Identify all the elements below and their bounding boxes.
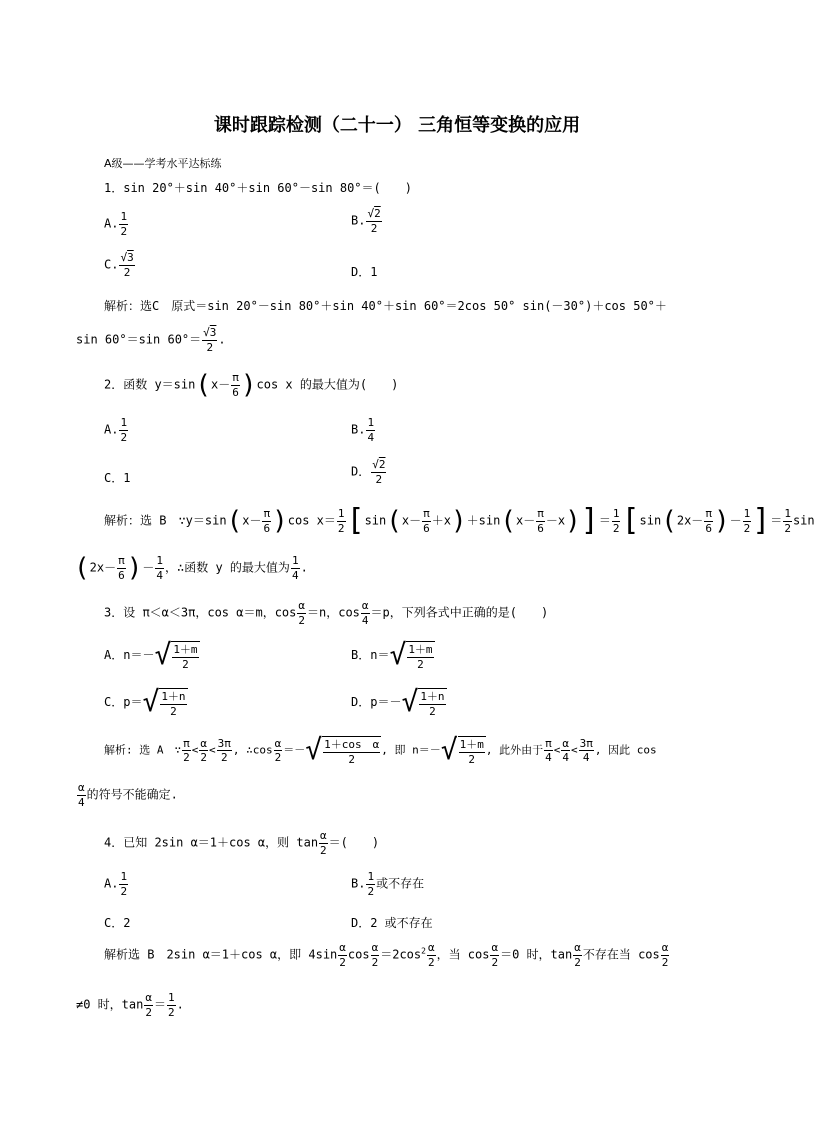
bracket-close: ] xyxy=(580,503,599,538)
fraction xyxy=(172,644,198,670)
q2-option-d xyxy=(351,459,387,485)
den: 2 xyxy=(145,1005,152,1019)
num: 1＋cos α xyxy=(324,738,380,751)
den: 6 xyxy=(118,568,125,582)
den: 2 xyxy=(320,843,327,857)
label: B. xyxy=(351,422,366,437)
bracket-open: [ xyxy=(346,503,365,538)
num: α xyxy=(78,781,85,794)
pi-over-6 xyxy=(117,555,126,581)
num: 1 xyxy=(156,554,164,567)
text: x－ xyxy=(242,513,262,528)
num: 1 xyxy=(743,506,751,520)
den: 2 xyxy=(417,657,424,671)
section-heading: A级——学考水平达标练 xyxy=(104,157,222,170)
text: sin xyxy=(792,513,815,528)
text: 解析选 B 2sin α＝1＋cos α，即 4sin xyxy=(104,947,338,962)
text: ＋sin xyxy=(466,513,501,528)
num: 1 xyxy=(168,991,175,1004)
num: 1 xyxy=(120,210,128,223)
quarter xyxy=(155,555,164,581)
sqrt-icon: √ xyxy=(154,638,172,671)
text: , 因此 cos xyxy=(594,743,657,757)
sqrt xyxy=(154,638,199,671)
three-pi-over-2 xyxy=(217,738,232,764)
num: α xyxy=(145,991,152,1004)
fraction xyxy=(160,691,186,717)
num: 1 xyxy=(337,506,345,520)
q4-solution-line1 xyxy=(104,942,670,968)
den: 2 xyxy=(661,955,669,969)
num: α xyxy=(320,829,327,842)
text: ＝ xyxy=(770,513,783,528)
alpha-over-2 xyxy=(144,992,153,1018)
num: π xyxy=(537,506,544,520)
text: x－ xyxy=(401,513,422,528)
text: ＝p，下列各式中正确的是( ) xyxy=(370,605,549,620)
text: － xyxy=(142,560,155,575)
text: －x xyxy=(545,513,566,528)
q2-option-b xyxy=(351,417,376,443)
den: 2 xyxy=(574,955,581,969)
den: 2 xyxy=(182,657,189,671)
text: ＝ xyxy=(153,997,166,1012)
alpha-over-2 xyxy=(573,942,582,968)
den: 2 xyxy=(123,265,131,279)
den: 2 xyxy=(168,1005,175,1019)
fraction xyxy=(366,417,375,443)
den: 2 xyxy=(206,340,214,354)
den: 4 xyxy=(78,795,85,809)
num: α xyxy=(200,736,207,750)
fraction xyxy=(371,459,386,485)
label: B．n＝ xyxy=(351,648,390,663)
num: π xyxy=(705,506,712,520)
paren-close: ) xyxy=(240,370,257,401)
num: 1＋n xyxy=(420,690,445,703)
text: － xyxy=(729,513,742,528)
den: 6 xyxy=(537,521,544,535)
text: ＝( ) xyxy=(328,835,380,850)
text: x－ xyxy=(516,513,536,528)
text: ＝2cos xyxy=(380,947,422,962)
label: A. xyxy=(104,876,119,891)
text: 4．已知 2sin α＝1＋cos α，则 tan xyxy=(104,835,319,850)
half xyxy=(612,508,621,534)
text: ＝n，cos xyxy=(307,605,360,620)
pi-over-6 xyxy=(262,508,271,534)
q1-solution-line2 xyxy=(76,327,226,353)
text: 2．函数 y＝sin xyxy=(104,377,196,392)
q1-option-b xyxy=(351,208,383,234)
pi-over-6 xyxy=(231,372,240,398)
pi-over-6 xyxy=(704,508,713,534)
q2-option-a xyxy=(104,417,129,443)
q4-option-b xyxy=(351,871,424,897)
half xyxy=(783,508,792,534)
sqrt-icon: √ xyxy=(389,638,407,671)
den: 2 xyxy=(274,751,282,765)
bracket-close: ] xyxy=(752,503,771,538)
text: 2x－ xyxy=(676,513,704,528)
num: 3π xyxy=(579,736,593,750)
q2-stem xyxy=(104,370,399,401)
fraction xyxy=(366,871,375,897)
num: 3π xyxy=(217,736,231,750)
num xyxy=(119,252,134,266)
q3-stem xyxy=(104,600,548,626)
alpha-over-2 xyxy=(297,600,306,626)
lt: < xyxy=(553,743,561,757)
text: , 此外由于 xyxy=(485,743,544,757)
den: 2 xyxy=(468,752,476,766)
radicand xyxy=(406,641,434,670)
alpha-over-2 xyxy=(661,942,670,968)
den: 6 xyxy=(423,521,430,535)
num: 1＋n xyxy=(161,690,186,703)
num: π xyxy=(183,736,190,750)
sqrt-icon: √ xyxy=(401,685,419,718)
fraction xyxy=(119,417,128,443)
alpha-over-2 xyxy=(319,830,328,856)
sqrt xyxy=(401,685,446,718)
paren-close: ) xyxy=(272,506,288,536)
num: α xyxy=(661,941,669,954)
den: 2 xyxy=(348,752,355,766)
alpha-over-4 xyxy=(561,738,570,764)
den: 2 xyxy=(429,704,436,718)
paren-close: ) xyxy=(451,506,467,536)
label: B. xyxy=(351,876,366,891)
num: 1 xyxy=(367,870,375,883)
paren-open: ( xyxy=(226,506,243,536)
num: 1 xyxy=(120,870,128,883)
lt: < xyxy=(570,743,578,757)
num: 1 xyxy=(784,506,791,520)
num: α xyxy=(491,941,499,954)
num: α xyxy=(371,941,379,954)
sqrt xyxy=(389,638,434,671)
text: ≠0 时，tan xyxy=(76,997,144,1012)
text: sin 60°＝sin 60°＝ xyxy=(76,332,202,347)
num: α xyxy=(361,599,369,612)
q1-option-c xyxy=(104,252,136,278)
sqrt-icon: √ xyxy=(305,733,323,766)
sqrt xyxy=(142,685,187,718)
den: 2 xyxy=(337,521,345,535)
label: D． xyxy=(351,464,371,479)
q1-a-label: A. xyxy=(104,216,119,231)
text: ＝－ xyxy=(283,743,306,757)
text: sin xyxy=(364,513,387,528)
num: α xyxy=(427,941,435,954)
q1-option-a xyxy=(104,211,129,237)
alpha-over-2 xyxy=(427,942,436,968)
three-pi-over-4 xyxy=(579,738,594,764)
quarter xyxy=(291,555,300,581)
radicand xyxy=(418,688,446,717)
text: ＋x xyxy=(431,513,451,528)
period: . xyxy=(218,332,226,347)
den: 2 xyxy=(367,884,375,898)
q1-solution-line1: 解析：选C 原式＝sin 20°－sin 80°＋sin 40°＋sin 60°＝2cos 50° sin(－30°)＋cos 50°＋ xyxy=(104,299,667,313)
fraction xyxy=(202,327,217,353)
sqrt xyxy=(440,733,486,766)
den: 2 xyxy=(370,221,378,235)
bracket-open: [ xyxy=(621,503,640,538)
q2-solution-line1 xyxy=(104,503,815,538)
den: 2 xyxy=(120,430,128,444)
den: 4 xyxy=(367,430,375,444)
q1-option-d: D．1 xyxy=(351,265,378,279)
den: 2 xyxy=(339,955,346,969)
num xyxy=(371,459,386,473)
q1-a-fraction xyxy=(119,211,128,237)
text: 解析: 选 A ∵ xyxy=(104,743,182,757)
q4-solution-line2 xyxy=(76,992,184,1018)
q1-c-label: C. xyxy=(104,257,119,272)
q3-option-c xyxy=(104,685,188,718)
den: 2 xyxy=(200,751,207,765)
alpha-over-2 xyxy=(490,942,499,968)
q4-option-a xyxy=(104,871,129,897)
num: α xyxy=(298,599,305,612)
radicand xyxy=(322,736,381,765)
num: 1 xyxy=(612,506,620,520)
den: 2 xyxy=(120,884,128,898)
label: C．p＝ xyxy=(104,695,143,710)
den: 2 xyxy=(170,704,177,718)
label: A．n＝－ xyxy=(104,648,155,663)
q3-option-a xyxy=(104,638,200,671)
den: 2 xyxy=(371,955,379,969)
num: π xyxy=(232,371,239,384)
den: 4 xyxy=(291,568,299,582)
num: 1＋m xyxy=(408,643,433,656)
q1-c-fraction xyxy=(119,252,134,278)
alpha-over-4 xyxy=(361,600,370,626)
text: ，当 cos xyxy=(436,947,490,962)
q4-option-d: D．2 或不存在 xyxy=(351,916,433,930)
radicand: 3 xyxy=(127,251,134,264)
q1-stem: 1．sin 20°＋sin 40°＋sin 60°－sin 80°＝( ) xyxy=(104,181,412,195)
den: 2 xyxy=(612,521,620,535)
pi-over-4 xyxy=(544,738,553,764)
paren-close: ) xyxy=(565,506,581,536)
sqrt-icon: √ xyxy=(367,207,375,220)
den: 2 xyxy=(743,521,751,535)
radicand: 3 xyxy=(209,326,217,339)
half xyxy=(743,508,752,534)
text: cos x＝ xyxy=(287,513,336,528)
radicand: 2 xyxy=(378,458,386,471)
q4-stem xyxy=(104,830,379,856)
den: 2 xyxy=(120,224,128,238)
alpha-over-4 xyxy=(77,782,86,808)
half xyxy=(167,992,176,1018)
label: A. xyxy=(104,422,119,437)
radicand xyxy=(159,688,187,717)
text: , 即 n＝－ xyxy=(381,743,441,757)
den: 2 xyxy=(220,751,228,765)
q3-option-d xyxy=(351,685,447,718)
fraction xyxy=(119,871,128,897)
radicand xyxy=(458,736,486,765)
half xyxy=(337,508,346,534)
sqrt-icon: √ xyxy=(142,685,160,718)
text: 或不存在 xyxy=(376,876,425,891)
paren-close: ) xyxy=(713,506,730,536)
num xyxy=(202,327,217,341)
num: π xyxy=(545,736,552,750)
q3-solution-line2 xyxy=(76,782,178,808)
fraction xyxy=(407,644,433,670)
alpha-over-2 xyxy=(274,738,283,764)
num: α xyxy=(274,736,282,750)
q2-option-c: C．1 xyxy=(104,471,131,485)
den: 6 xyxy=(232,385,239,399)
pi-over-2 xyxy=(182,738,191,764)
num: 1＋m xyxy=(173,643,198,656)
paren-close: ) xyxy=(126,553,143,584)
den: 4 xyxy=(156,568,164,582)
sqrt-icon: √ xyxy=(203,326,210,339)
num xyxy=(366,208,381,222)
den: 2 xyxy=(375,472,383,486)
text: 的符号不能确定. xyxy=(86,787,178,802)
lt: < xyxy=(209,743,216,757)
num: 1＋m xyxy=(459,738,484,751)
num: α xyxy=(339,941,346,954)
fraction xyxy=(323,739,380,765)
text: , ∴cos xyxy=(232,743,273,757)
radicand: 2 xyxy=(374,207,381,220)
den: 6 xyxy=(263,521,271,535)
q1-b-label: B. xyxy=(351,213,366,228)
den: 2 xyxy=(491,955,499,969)
text: x－ xyxy=(211,377,231,392)
text: cos x 的最大值为( ) xyxy=(256,377,399,392)
text: 解析：选 B ∵y＝sin xyxy=(104,513,227,528)
den: 4 xyxy=(545,751,552,765)
paren-open: ( xyxy=(386,506,402,536)
q4-option-c: C．2 xyxy=(104,916,131,930)
den: 2 xyxy=(784,521,791,535)
sqrt-icon: √ xyxy=(440,733,458,766)
text: ＝ xyxy=(598,513,611,528)
num: 1 xyxy=(367,416,375,429)
q3-solution-line1 xyxy=(104,733,657,766)
sqrt-icon: √ xyxy=(372,458,379,471)
text: ＝0 时，tan xyxy=(500,947,573,962)
text: cos xyxy=(347,947,370,962)
alpha-over-2 xyxy=(371,942,380,968)
text: 3．设 π＜α＜3π，cos α＝m，cos xyxy=(104,605,297,620)
num: 1 xyxy=(120,416,128,429)
alpha-over-2 xyxy=(338,942,347,968)
q1-b-fraction xyxy=(366,208,381,234)
text: 不存在当 cos xyxy=(582,947,660,962)
den: 2 xyxy=(427,955,435,969)
text: ，∴函数 y 的最大值为 xyxy=(165,560,290,575)
paren-open: ( xyxy=(661,506,677,536)
num: π xyxy=(423,506,430,520)
den: 4 xyxy=(582,751,590,765)
label: D．p＝－ xyxy=(351,695,402,710)
q2-solution-line2 xyxy=(74,553,308,584)
den: 4 xyxy=(562,751,569,765)
superscript: 2 xyxy=(421,946,426,956)
den: 2 xyxy=(183,751,190,765)
num: π xyxy=(118,554,125,567)
pi-over-6 xyxy=(422,508,431,534)
radicand xyxy=(171,641,199,670)
den: 2 xyxy=(298,613,305,627)
period: . xyxy=(300,560,308,575)
paren-open: ( xyxy=(500,506,516,536)
page-title: 课时跟踪检测（二十一） 三角恒等变换的应用 xyxy=(213,115,581,136)
den: 4 xyxy=(361,613,369,627)
sqrt xyxy=(305,733,381,766)
period: . xyxy=(176,997,184,1012)
num: α xyxy=(574,941,581,954)
sqrt-icon: √ xyxy=(120,251,128,264)
text: 2x－ xyxy=(89,560,117,575)
fraction xyxy=(419,691,445,717)
q3-option-b xyxy=(351,638,435,671)
lt: < xyxy=(191,743,199,757)
num: α xyxy=(562,736,569,750)
fraction xyxy=(459,739,485,765)
alpha-over-2 xyxy=(199,738,208,764)
paren-open: ( xyxy=(74,553,90,584)
num: 1 xyxy=(291,554,299,567)
num: π xyxy=(263,506,271,520)
paren-open: ( xyxy=(195,370,212,401)
pi-over-6 xyxy=(536,508,545,534)
text: sin xyxy=(639,513,662,528)
den: 6 xyxy=(705,521,712,535)
